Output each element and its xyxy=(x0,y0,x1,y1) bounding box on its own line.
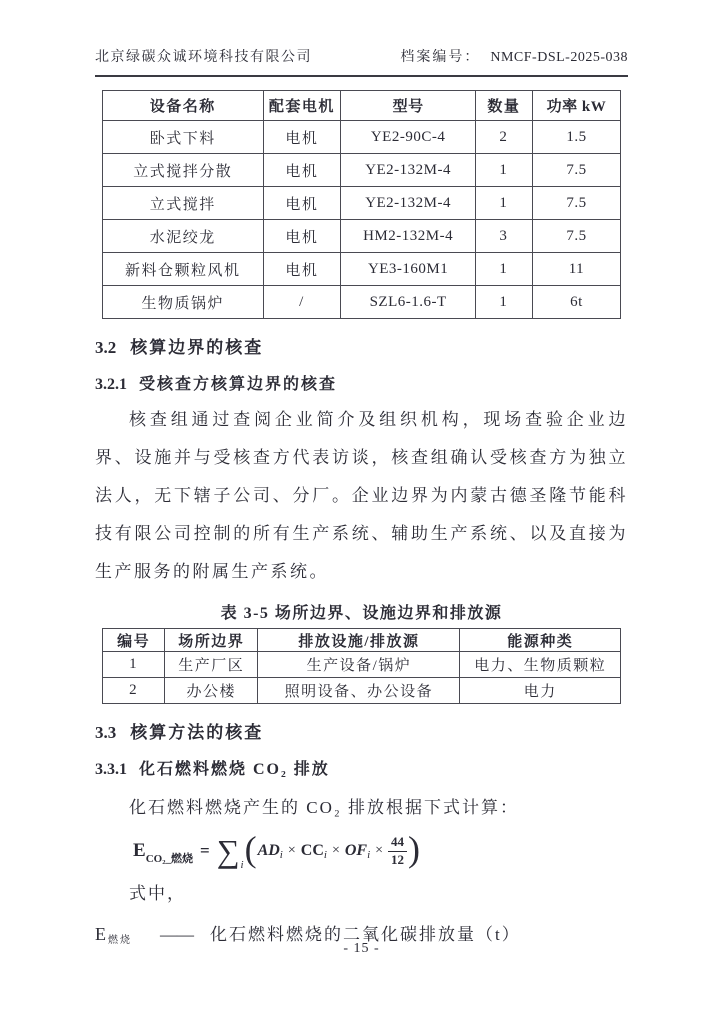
heading-title: 核算方法的核查 xyxy=(130,723,264,742)
table-header-cell: 数量 xyxy=(475,91,532,121)
table-cell: 电机 xyxy=(263,220,341,253)
paragraph-boundary-check: 核查组通过查阅企业简介及组织机构，现场查验企业边界、设施并与受核查方代表访谈，核查组确认受核查方为独立法人，无下辖子公司、分厂。企业边界为内蒙古德圣隆节能科技有限公司控制的所有生产系统、辅助生产系统、以及直接为生产服务的附属生产系统。 xyxy=(95,410,628,581)
formula-lhs xyxy=(133,840,193,865)
table-3-5-caption: 表 3-5 场所边界、设施边界和排放源 xyxy=(220,605,503,622)
table-row xyxy=(103,286,621,319)
table-cell: 生物质锅炉 xyxy=(103,286,264,319)
sigma-symbol: ∑ xyxy=(216,833,240,869)
paragraph-formula-intro: 化石燃料燃烧产生的 CO₂ 排放根据下式计算： xyxy=(129,798,520,817)
table-cell: 立式搅拌分散 xyxy=(103,154,264,187)
table-cell: 1 xyxy=(475,253,532,286)
fraction-numerator: 44 xyxy=(391,834,405,850)
section-heading-3-3-1 xyxy=(95,756,628,779)
table-row xyxy=(103,154,621,187)
symbol: E xyxy=(95,924,106,944)
where-clause-label: 式中， xyxy=(129,884,186,903)
table-row xyxy=(103,187,621,220)
heading-title: 核算边界的核查 xyxy=(130,338,264,357)
table-cell: 7.5 xyxy=(532,187,620,220)
term-base: AD xyxy=(257,842,280,859)
term-subscript: i xyxy=(367,849,371,861)
table-header-cell: 设备名称 xyxy=(103,91,264,121)
table-header-cell: 功率 kW xyxy=(532,91,620,121)
times-sign: × xyxy=(331,843,340,858)
formula-lhs-subscript: CO₂_燃烧 xyxy=(145,853,193,865)
co2-combustion-formula: $E_{CO_2\_燃烧}$ = ∑ i ( AD i × CC i × OF i × $\frac{44}{12}$ ) xyxy=(133,829,421,871)
heading-number: 3.2.1 xyxy=(95,376,127,393)
table-row xyxy=(103,652,621,678)
table-header-cell: 排放设施/排放源 xyxy=(258,629,460,652)
section-heading-3-3 xyxy=(95,718,628,743)
table-cell: 电力 xyxy=(460,678,621,704)
table-row xyxy=(103,253,621,286)
formula-term-of xyxy=(345,842,370,860)
summation xyxy=(216,833,244,871)
table-row xyxy=(103,121,621,154)
table-cell: 1 xyxy=(475,154,532,187)
fraction-denominator: 12 xyxy=(388,851,407,868)
boundary-table-header-row xyxy=(103,629,621,652)
term-subscript: i xyxy=(323,849,327,861)
table-cell: 生产设备/锅炉 xyxy=(258,652,460,678)
section-heading-3-2 xyxy=(95,333,628,358)
equipment-table-header-row xyxy=(103,91,621,121)
heading-title: 受核查方核算边界的核查 xyxy=(139,376,338,393)
table-cell: 11 xyxy=(532,253,620,286)
times-sign: × xyxy=(375,843,384,858)
table-cell: 生产厂区 xyxy=(165,652,258,678)
table-cell: 卧式下料 xyxy=(103,121,264,154)
table-row xyxy=(103,220,621,253)
equipment-table xyxy=(102,90,621,319)
term-base: OF xyxy=(344,842,368,859)
table-cell: YE2-90C-4 xyxy=(341,121,476,154)
heading-number: 3.3.1 xyxy=(95,761,127,778)
table-cell: HM2-132M-4 xyxy=(341,220,476,253)
table-row xyxy=(103,678,621,704)
formula-term-cc xyxy=(301,842,327,860)
table-cell: 1.5 xyxy=(532,121,620,154)
table-cell: 立式搅拌 xyxy=(103,187,264,220)
table-header-cell: 场所边界 xyxy=(165,629,258,652)
table-cell: SZL6-1.6-T xyxy=(341,286,476,319)
times-sign: × xyxy=(287,843,296,858)
table-cell: 3 xyxy=(475,220,532,253)
section-heading-3-2-1 xyxy=(95,371,628,394)
term-subscript: i xyxy=(279,849,283,861)
formula-lhs-symbol: E xyxy=(133,840,146,861)
table-header-cell: 编号 xyxy=(103,629,165,652)
table-cell: YE3-160M1 xyxy=(341,253,476,286)
definition-text: 化石燃料燃烧的二氧化碳排放量（t） xyxy=(210,925,521,944)
table-cell: 电力、生物质颗粒 xyxy=(460,652,621,678)
table-cell: / xyxy=(263,286,341,319)
sigma-subscript: i xyxy=(240,859,244,871)
table-cell: 电机 xyxy=(263,154,341,187)
heading-number: 3.3 xyxy=(95,723,117,742)
term-base: CC xyxy=(300,842,324,859)
table-cell: YE2-132M-4 xyxy=(341,154,476,187)
equals-sign: = xyxy=(200,841,210,860)
table-cell: 电机 xyxy=(263,121,341,154)
table-cell: 1 xyxy=(475,286,532,319)
table-cell: 7.5 xyxy=(532,154,620,187)
table-cell: 水泥绞龙 xyxy=(103,220,264,253)
table-cell: 1 xyxy=(103,652,165,678)
table-cell: 新料仓颗粒风机 xyxy=(103,253,264,286)
table-header-cell: 能源种类 xyxy=(460,629,621,652)
table-cell: YE2-132M-4 xyxy=(341,187,476,220)
table-cell: 6t xyxy=(532,286,620,319)
table-cell: 照明设备、办公设备 xyxy=(258,678,460,704)
table-cell: 办公楼 xyxy=(165,678,258,704)
company-name: 北京绿碳众诚环境科技有限公司 xyxy=(95,50,312,65)
page-number: - 15 - xyxy=(343,941,380,956)
table-cell: 电机 xyxy=(263,253,341,286)
heading-number: 3.2 xyxy=(95,338,117,357)
table-cell: 2 xyxy=(103,678,165,704)
table-cell: 2 xyxy=(475,121,532,154)
archive-number-value: NMCF-DSL-2025-038 xyxy=(490,50,628,65)
formula-term-ad xyxy=(258,842,283,860)
table-header-cell: 配套电机 xyxy=(263,91,341,121)
table-header-cell: 型号 xyxy=(341,91,476,121)
table-cell: 7.5 xyxy=(532,220,620,253)
table-cell: 1 xyxy=(475,187,532,220)
archive-number xyxy=(400,46,628,66)
fraction-44-12 xyxy=(388,834,407,868)
symbol-subscript: 燃烧 xyxy=(108,935,132,946)
page-header xyxy=(95,46,628,77)
table-cell: 电机 xyxy=(263,187,341,220)
heading-title: 化石燃料燃烧 CO₂ 排放 xyxy=(139,761,330,778)
boundary-table xyxy=(102,628,621,704)
archive-number-label: 档案编号： xyxy=(400,50,481,65)
definition-dash: —— xyxy=(160,925,194,944)
